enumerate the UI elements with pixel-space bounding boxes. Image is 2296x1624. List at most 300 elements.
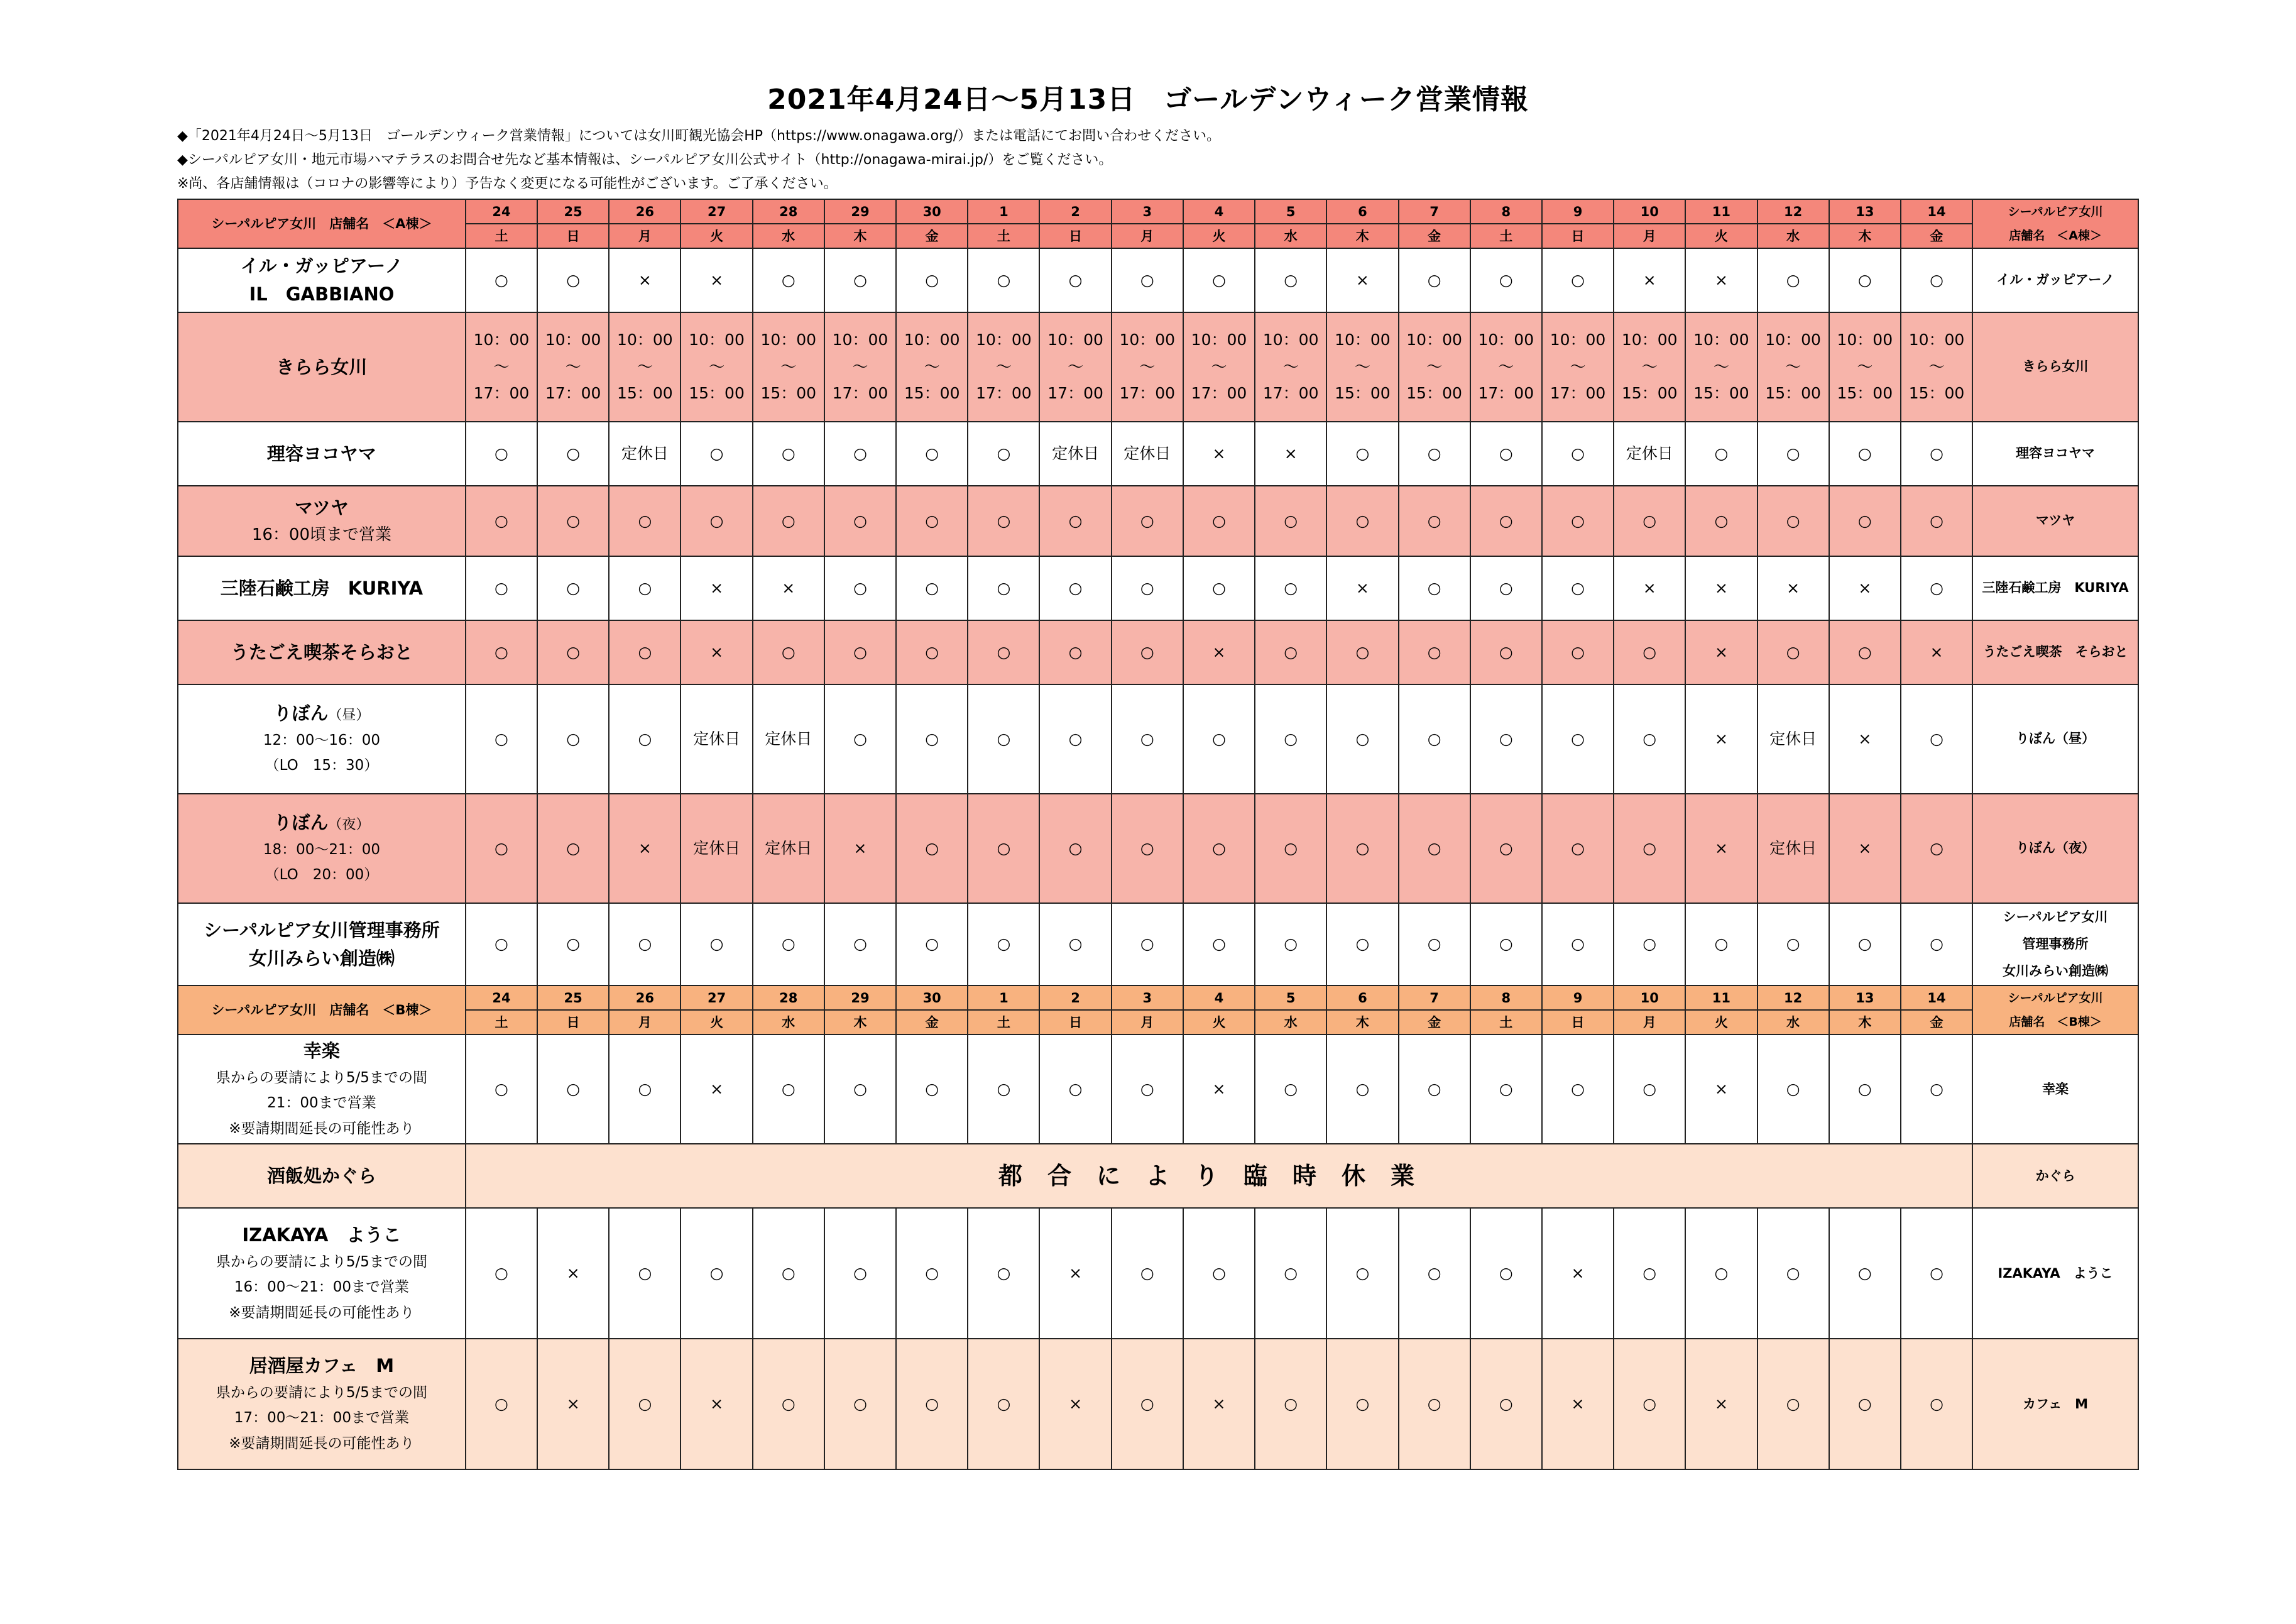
status-cell: ○ xyxy=(466,556,537,620)
status-cell: ○ xyxy=(1901,556,1972,620)
status-cell: ○ xyxy=(824,1339,896,1469)
shop-name-right-line: イル・ガッピアーノ xyxy=(1996,272,2114,288)
weekday-header: 日 xyxy=(1542,1010,1614,1034)
status-cell: ○ xyxy=(1112,620,1183,684)
status-cell: × xyxy=(1829,794,1901,903)
shop-row xyxy=(178,486,2138,556)
status-cell: ○ xyxy=(1901,794,1972,903)
status-cell: ○ xyxy=(1901,422,1972,486)
hours-line: 15：00 xyxy=(689,384,745,403)
weekday-header: 水 xyxy=(753,224,824,248)
status-cell: ○ xyxy=(681,903,752,985)
hours-line: ～ xyxy=(1570,357,1586,376)
shop-name xyxy=(178,1339,466,1469)
shop-name-line xyxy=(178,639,465,667)
date-header: 14 xyxy=(1901,199,1972,224)
weekday-header-row xyxy=(178,224,2138,248)
status-cell xyxy=(896,312,968,422)
status-cell: ○ xyxy=(1470,903,1542,985)
status-cell: × xyxy=(1326,248,1398,312)
weekday-header: 日 xyxy=(537,224,609,248)
status-cell: × xyxy=(1685,1034,1757,1144)
weekday-header: 日 xyxy=(1039,224,1111,248)
status-cell: ○ xyxy=(1399,248,1470,312)
status-cell: ○ xyxy=(1901,486,1972,556)
status-cell: ○ xyxy=(466,1208,537,1339)
shop-name-right-line: うたごえ喫茶 そらおと xyxy=(1982,644,2128,660)
status-cell: ○ xyxy=(896,248,968,312)
status-cell: ○ xyxy=(1470,1034,1542,1144)
weekday-header: 木 xyxy=(1829,224,1901,248)
note-line: ◆シーパルピア女川・地元市場ハマテラスのお問合せ先など基本情報は、シーパルピア女川公式サイト（http://onagawa-mirai.jp/）をご覧ください。 xyxy=(177,152,1113,168)
hours-line: ～ xyxy=(1139,357,1156,376)
date-header: 2 xyxy=(1039,985,1111,1010)
status-cell: ○ xyxy=(896,486,968,556)
status-cell: ○ xyxy=(609,1208,681,1339)
status-cell: ○ xyxy=(968,794,1039,903)
status-cell: ○ xyxy=(1685,1208,1757,1339)
status-cell: ○ xyxy=(537,1034,609,1144)
status-cell: ○ xyxy=(1542,422,1614,486)
hours-line: 15：00 xyxy=(1765,384,1821,403)
shop-name-right xyxy=(1972,620,2138,684)
shop-name-right xyxy=(1972,1144,2138,1208)
shop-name-right-line: かぐら xyxy=(2035,1168,2075,1183)
status-cell: ○ xyxy=(1112,1034,1183,1144)
weekday-header: 水 xyxy=(1758,224,1829,248)
status-cell: ○ xyxy=(1399,1034,1470,1144)
status-cell: ○ xyxy=(1399,903,1470,985)
shop-name-line xyxy=(178,916,465,945)
hours-line: ～ xyxy=(637,357,653,376)
shop-name-text: うたごえ喫茶そらおと xyxy=(230,641,413,663)
status-cell: ○ xyxy=(1758,422,1829,486)
status-cell: ○ xyxy=(1255,248,1326,312)
date-header: 24 xyxy=(466,199,537,224)
status-cell: ○ xyxy=(1399,620,1470,684)
status-cell: ○ xyxy=(968,684,1039,794)
status-cell xyxy=(1542,312,1614,422)
shop-name-paren: （昼） xyxy=(328,708,370,724)
weekday-header-row xyxy=(178,1010,2138,1034)
status-cell: × xyxy=(1542,1339,1614,1469)
weekday-header: 水 xyxy=(1255,1010,1326,1034)
date-header: 27 xyxy=(681,985,752,1010)
shop-name-text: きらら女川 xyxy=(276,356,368,378)
date-header: 27 xyxy=(681,199,752,224)
date-header: 10 xyxy=(1614,985,1685,1010)
shop-note-line: 県からの要請により5/5までの間 xyxy=(216,1385,427,1402)
status-cell: ○ xyxy=(1326,620,1398,684)
weekday-header: 土 xyxy=(968,1010,1039,1034)
shop-name-text: りぼん xyxy=(273,812,329,834)
date-header: 28 xyxy=(753,985,824,1010)
status-cell: 定休日 xyxy=(1758,794,1829,903)
weekday-header: 日 xyxy=(537,1010,609,1034)
status-cell xyxy=(1183,312,1255,422)
date-header: 8 xyxy=(1470,985,1542,1010)
status-cell: ○ xyxy=(1112,1339,1183,1469)
section-header-row xyxy=(178,199,2138,224)
status-cell: ○ xyxy=(1901,1208,1972,1339)
page-title: 2021年4月24日～5月13日 ゴールデンウィーク営業情報 xyxy=(767,84,1529,116)
temporary-closure-notice: 都合により臨時休業 xyxy=(466,1144,1972,1208)
shop-name-text: 女川みらい創造㈱ xyxy=(248,947,395,969)
shop-name-text: 理容ヨコヤマ xyxy=(266,442,376,464)
status-cell: ○ xyxy=(896,794,968,903)
shop-name-text: IZAKAYA ようこ xyxy=(242,1224,402,1246)
hours-line: 15：00 xyxy=(1335,384,1391,403)
status-cell: ○ xyxy=(1614,903,1685,985)
hours-line: ～ xyxy=(1354,357,1370,376)
status-cell: ○ xyxy=(609,684,681,794)
status-cell: ○ xyxy=(1039,903,1111,985)
shop-name-right-line: りぼん（夜） xyxy=(2016,840,2096,856)
shop-name-right-line: 女川みらい創造㈱ xyxy=(2003,963,2109,979)
section-header-row xyxy=(178,985,2138,1010)
status-cell: ○ xyxy=(1901,248,1972,312)
status-cell: × xyxy=(1614,556,1685,620)
status-cell: 定休日 xyxy=(753,794,824,903)
status-cell xyxy=(1255,312,1326,422)
status-cell: ○ xyxy=(1039,486,1111,556)
date-header: 5 xyxy=(1255,199,1326,224)
date-header: 10 xyxy=(1614,199,1685,224)
hours-line: 10：00 xyxy=(1119,331,1176,349)
hours-line: 10：00 xyxy=(473,331,530,349)
status-cell: ○ xyxy=(537,620,609,684)
weekday-header: 金 xyxy=(896,1010,968,1034)
hours-line: 15：00 xyxy=(1693,384,1749,403)
status-cell: ○ xyxy=(609,1339,681,1469)
weekday-header: 土 xyxy=(466,224,537,248)
hours-line: ～ xyxy=(565,357,581,376)
shop-name-right xyxy=(1972,1339,2138,1469)
shop-note-line: 県からの要請により5/5までの間 xyxy=(216,1070,427,1087)
status-cell: ○ xyxy=(1614,620,1685,684)
status-cell: ○ xyxy=(1685,422,1757,486)
shop-name-right-line: 管理事務所 xyxy=(2022,936,2089,952)
notes xyxy=(177,124,1220,196)
date-header: 12 xyxy=(1758,985,1829,1010)
status-cell xyxy=(1326,312,1398,422)
weekday-header: 水 xyxy=(1758,1010,1829,1034)
status-cell xyxy=(1901,312,1972,422)
date-header: 13 xyxy=(1829,199,1901,224)
status-cell: ○ xyxy=(609,1034,681,1144)
status-cell: ○ xyxy=(1614,1339,1685,1469)
status-cell: × xyxy=(1829,556,1901,620)
status-cell: ○ xyxy=(1901,684,1972,794)
status-cell: ○ xyxy=(896,1208,968,1339)
status-cell: × xyxy=(1685,1339,1757,1469)
shop-name-line xyxy=(178,945,465,973)
business-hours-table xyxy=(177,199,2139,1470)
status-cell: ○ xyxy=(1470,248,1542,312)
status-cell: ○ xyxy=(968,620,1039,684)
hours-line: 10：00 xyxy=(1621,331,1678,349)
date-header: 7 xyxy=(1399,985,1470,1010)
shop-name-line xyxy=(178,440,465,468)
date-header: 29 xyxy=(824,985,896,1010)
status-cell xyxy=(1758,312,1829,422)
status-cell: ○ xyxy=(896,1034,968,1144)
status-cell: ○ xyxy=(1829,248,1901,312)
status-cell: ○ xyxy=(1112,556,1183,620)
status-cell xyxy=(1470,312,1542,422)
status-cell: ○ xyxy=(896,422,968,486)
date-header: 25 xyxy=(537,985,609,1010)
shop-name-text: りぼん xyxy=(273,703,329,725)
section-header-right-line: シーパルピア女川 xyxy=(2008,205,2103,219)
hours-line: 17：00 xyxy=(832,384,888,403)
shop-name-text: イル・ガッピアーノ xyxy=(240,255,403,277)
status-cell: ○ xyxy=(1326,903,1398,985)
status-cell: ○ xyxy=(609,620,681,684)
shop-note-line: 16：00～21：00まで営業 xyxy=(234,1279,409,1296)
shop-name-text: IL GABBIANO xyxy=(249,283,395,305)
hours-line: ～ xyxy=(1068,357,1084,376)
status-cell: ○ xyxy=(609,486,681,556)
status-cell: ○ xyxy=(968,422,1039,486)
status-cell: ○ xyxy=(1255,903,1326,985)
shop-note-line: （LO 20：00） xyxy=(265,867,379,884)
shop-name xyxy=(178,312,466,422)
status-cell: × xyxy=(1039,1339,1111,1469)
weekday-header: 木 xyxy=(1829,1010,1901,1034)
status-cell: ○ xyxy=(1829,1208,1901,1339)
status-cell: ○ xyxy=(1039,794,1111,903)
shop-note-line: 18：00～21：00 xyxy=(263,842,380,859)
weekday-header: 土 xyxy=(1470,1010,1542,1034)
status-cell: ○ xyxy=(1255,486,1326,556)
hours-line: 10：00 xyxy=(1765,331,1821,349)
date-header: 26 xyxy=(609,199,681,224)
hours-line: 10：00 xyxy=(1335,331,1391,349)
hours-line: ～ xyxy=(1857,357,1873,376)
status-cell: ○ xyxy=(1470,794,1542,903)
hours-line: 10：00 xyxy=(832,331,888,349)
status-cell: ○ xyxy=(824,1208,896,1339)
status-cell: ○ xyxy=(537,422,609,486)
status-cell: ○ xyxy=(1112,794,1183,903)
date-header: 28 xyxy=(753,199,824,224)
hours-line: ～ xyxy=(852,357,868,376)
shop-name-line xyxy=(178,252,465,280)
weekday-header: 木 xyxy=(824,224,896,248)
status-cell: ○ xyxy=(1901,903,1972,985)
status-cell: ○ xyxy=(1542,903,1614,985)
status-cell: ○ xyxy=(1614,486,1685,556)
hours-line: 17：00 xyxy=(545,384,601,403)
shop-name-right xyxy=(1972,422,2138,486)
status-cell: ○ xyxy=(1470,486,1542,556)
status-cell: ○ xyxy=(1255,794,1326,903)
status-cell: ○ xyxy=(1326,1339,1398,1469)
status-cell: ○ xyxy=(1326,684,1398,794)
status-cell: ○ xyxy=(824,556,896,620)
weekday-header: 火 xyxy=(681,224,752,248)
note-line: ※尚、各店舗情報は（コロナの影響等により）予告なく変更になる可能性がございます。ご了承ください。 xyxy=(177,176,838,192)
status-cell: ○ xyxy=(824,486,896,556)
date-header: 11 xyxy=(1685,199,1757,224)
shop-name-right xyxy=(1972,1034,2138,1144)
hours-line: 17：00 xyxy=(473,384,530,403)
status-cell: × xyxy=(1542,1208,1614,1339)
status-cell: ○ xyxy=(466,248,537,312)
status-cell: ○ xyxy=(1758,1208,1829,1339)
status-cell: × xyxy=(1685,556,1757,620)
status-cell: ○ xyxy=(1326,486,1398,556)
shop-name-line xyxy=(178,494,465,522)
status-cell: × xyxy=(681,556,752,620)
status-cell: ○ xyxy=(1399,422,1470,486)
shop-name-text: マツヤ xyxy=(294,497,349,519)
status-cell: × xyxy=(824,794,896,903)
date-header: 9 xyxy=(1542,985,1614,1010)
status-cell: × xyxy=(1901,620,1972,684)
hours-line: 10：00 xyxy=(1693,331,1749,349)
status-cell: × xyxy=(681,248,752,312)
status-cell: ○ xyxy=(1399,486,1470,556)
shop-name xyxy=(178,556,466,620)
status-cell: ○ xyxy=(968,903,1039,985)
status-cell: ○ xyxy=(1758,248,1829,312)
weekday-header: 金 xyxy=(1901,1010,1972,1034)
status-cell: ○ xyxy=(466,1339,537,1469)
status-cell: ○ xyxy=(824,903,896,985)
status-cell: ○ xyxy=(896,684,968,794)
shop-name xyxy=(178,422,466,486)
status-cell: ○ xyxy=(1685,903,1757,985)
shop-name-text: シーパルピア女川管理事務所 xyxy=(204,919,440,941)
status-cell: × xyxy=(1829,684,1901,794)
hours-line: 15：00 xyxy=(617,384,673,403)
note-line: ◆「2021年4月24日～5月13日 ゴールデンウィーク営業情報」については女川町観光協会HP（https://www.onagawa.org/）または電話にてお問い合わせください。 xyxy=(177,128,1221,144)
shop-name-line xyxy=(178,353,465,381)
shop-name-line xyxy=(178,280,465,309)
hours-line: 15：00 xyxy=(1406,384,1462,403)
date-header: 5 xyxy=(1255,985,1326,1010)
status-cell: ○ xyxy=(1829,903,1901,985)
status-cell: ○ xyxy=(1901,1339,1972,1469)
status-cell: ○ xyxy=(1614,794,1685,903)
shop-note-line: （LO 15：30） xyxy=(265,757,379,774)
hours-line: ～ xyxy=(709,357,725,376)
status-cell: × xyxy=(609,794,681,903)
status-cell: 定休日 xyxy=(1758,684,1829,794)
status-cell: ○ xyxy=(1542,794,1614,903)
weekday-header: 土 xyxy=(466,1010,537,1034)
weekday-header: 木 xyxy=(1326,224,1398,248)
status-cell: ○ xyxy=(1829,1034,1901,1144)
status-cell: ○ xyxy=(1470,422,1542,486)
weekday-header: 火 xyxy=(681,1010,752,1034)
status-cell: ○ xyxy=(1542,486,1614,556)
status-cell xyxy=(609,312,681,422)
hours-line: 17：00 xyxy=(1191,384,1247,403)
status-cell: ○ xyxy=(466,1034,537,1144)
shop-name xyxy=(178,620,466,684)
status-cell: ○ xyxy=(753,1208,824,1339)
hours-line: 10：00 xyxy=(1262,331,1319,349)
shop-name-right xyxy=(1972,684,2138,794)
status-cell: ○ xyxy=(537,794,609,903)
shop-name-right-line: 理容ヨコヤマ xyxy=(2016,446,2096,461)
status-cell: ○ xyxy=(1470,684,1542,794)
shop-note-line: 12：00～16：00 xyxy=(263,732,380,749)
status-cell: ○ xyxy=(753,248,824,312)
section-header-right xyxy=(1972,985,2138,1034)
shop-note-line: 17：00～21：00まで営業 xyxy=(234,1410,409,1427)
status-cell: ○ xyxy=(681,1208,752,1339)
status-cell: ○ xyxy=(466,422,537,486)
status-cell: × xyxy=(681,1034,752,1144)
status-cell: ○ xyxy=(1326,794,1398,903)
status-cell: ○ xyxy=(466,620,537,684)
section-header-label: シーパルピア女川 店舗名 ＜B棟＞ xyxy=(178,985,466,1034)
hours-line: 10：00 xyxy=(904,331,960,349)
status-cell: ○ xyxy=(1470,620,1542,684)
status-cell: ○ xyxy=(1901,1034,1972,1144)
shop-name xyxy=(178,1144,466,1208)
weekday-header: 月 xyxy=(609,224,681,248)
shop-row xyxy=(178,1339,2138,1469)
status-cell: ○ xyxy=(968,1208,1039,1339)
weekday-header: 月 xyxy=(1614,1010,1685,1034)
date-header: 6 xyxy=(1326,199,1398,224)
weekday-header: 金 xyxy=(1901,224,1972,248)
status-cell: 定休日 xyxy=(609,422,681,486)
date-header: 3 xyxy=(1112,985,1183,1010)
status-cell: ○ xyxy=(753,1339,824,1469)
status-cell: ○ xyxy=(1399,684,1470,794)
status-cell: × xyxy=(1685,248,1757,312)
shop-note-line: ※要請期間延長の可能性あり xyxy=(229,1304,415,1321)
date-header: 9 xyxy=(1542,199,1614,224)
status-cell: × xyxy=(681,1339,752,1469)
status-cell: ○ xyxy=(1829,422,1901,486)
weekday-header: 金 xyxy=(1399,1010,1470,1034)
date-header: 14 xyxy=(1901,985,1972,1010)
status-cell xyxy=(1039,312,1111,422)
status-cell: ○ xyxy=(681,486,752,556)
status-cell: ○ xyxy=(1112,1208,1183,1339)
shop-name-right xyxy=(1972,312,2138,422)
status-cell: ○ xyxy=(537,903,609,985)
status-cell xyxy=(1685,312,1757,422)
shop-note-line: ※要請期間延長の可能性あり xyxy=(229,1435,415,1452)
hours-line: 10：00 xyxy=(760,331,817,349)
status-cell: ○ xyxy=(466,486,537,556)
shop-row xyxy=(178,1144,2138,1208)
status-cell: ○ xyxy=(1255,556,1326,620)
hours-line: ～ xyxy=(1282,357,1299,376)
status-cell: ○ xyxy=(1614,1034,1685,1144)
hours-line: ～ xyxy=(493,357,510,376)
weekday-header: 火 xyxy=(1183,1010,1255,1034)
hours-line: 10：00 xyxy=(976,331,1032,349)
shop-name-line xyxy=(178,1162,465,1190)
hours-line: 15：00 xyxy=(760,384,817,403)
hours-line: ～ xyxy=(1641,357,1658,376)
status-cell: × xyxy=(1183,1034,1255,1144)
date-header: 2 xyxy=(1039,199,1111,224)
status-cell: ○ xyxy=(1039,556,1111,620)
status-cell: × xyxy=(1183,620,1255,684)
weekday-header: 金 xyxy=(896,224,968,248)
status-cell: ○ xyxy=(1542,556,1614,620)
